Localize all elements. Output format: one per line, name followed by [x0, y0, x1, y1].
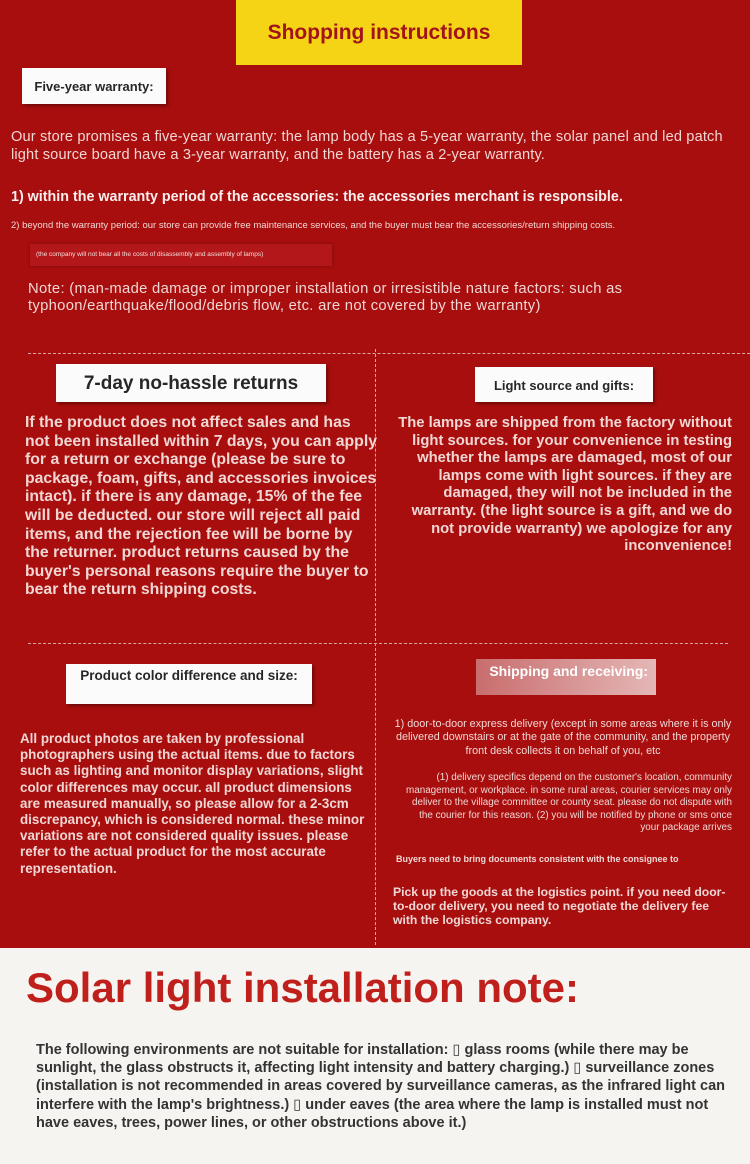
warranty-point-1: 1) within the warranty period of the accessories: the accessories merchant is responsible.	[11, 189, 623, 205]
shipping-text-2: (1) delivery specifics depend on the customer's location, community management, or workplace. in some rural areas, courier services may only deliver to the village committee or county seat. please do not dispute with the courier for this reason. (2) you will be notified by phone or sms once your package arrives	[405, 772, 732, 833]
returns-text: If the product does not affect sales and has not been installed within 7 days, you can apply for a return or exchange (please be sure to package, foam, gifts, and accessories invoices intact). if there is any damage, 15% of the fee will be deducted. our store will reject all paid items, and the rejection fee will be borne by the returner. product returns caused by the buyer's personal reasons require the buyer to bear the return shipping costs.	[25, 414, 377, 599]
divider	[28, 643, 728, 644]
warranty-label: Five-year warranty:	[22, 68, 166, 104]
warranty-note: Note: (man-made damage or improper installation or irresistible nature factors: such as typhoon/earthquake/flood/debris flow, etc. are not covered by the warranty)	[28, 281, 623, 314]
page-title: Shopping instructions	[236, 0, 522, 65]
light-source-text: The lamps are shipped from the factory without light sources. for your convenience in testing whether the lamps are damaged, most of our lamps come with light sources. if they are damaged, they will not be included in the warranty. (the light source is a gift, and we do not provide warranty) we apologize for any inconvenience!	[398, 415, 732, 555]
color-difference-label: Product color difference and size:	[66, 664, 312, 704]
returns-label: 7-day no-hassle returns	[56, 364, 326, 402]
shipping-label: Shipping and receiving:	[476, 659, 656, 695]
installation-title: Solar light installation note:	[26, 964, 580, 1011]
warranty-promise: Our store promises a five-year warranty: the lamp body has a 5-year warranty, the solar panel and led patch light source board have a 3-year warranty, and the battery has a 2-year warranty.	[11, 129, 723, 163]
company-note: (the company will not bear all the costs of disassembly and assembly of lamps)	[36, 251, 264, 258]
color-difference-text: All product photos are taken by professional photographers using the actual items. due to factors such as lighting and monitor display variations, slight color differences may occur. all product dimensions are measured manually, so please allow for a 2-3cm discrepancy, which is considered normal. these minor variations are not considered quality issues. please refer to the actual product for the most accurate representation.	[20, 731, 365, 876]
shipping-documents: Buyers need to bring documents consistent with the consignee to	[396, 854, 679, 864]
company-note-box	[30, 244, 332, 266]
light-source-label: Light source and gifts:	[475, 367, 653, 402]
installation-text: The following environments are not suitable for installation: ▯ glass rooms (while there may be sunlight, the glass obstructs it, affecting light intensity and battery charging.) ▯ surveillance zones (installation is not recommended in areas covered by surveillance cameras, as the infrared light can interfere with the lamp's brightness.) ▯ under eaves (the area where the lamp is installed must not have eaves, trees, power lines, or other obstructions above it.)	[36, 1042, 725, 1131]
shipping-text-1: 1) door-to-door express delivery (except in some areas where it is only delivered downstairs or at the gate of the community, and the property front desk collects it on behalf of you, etc	[394, 718, 732, 757]
warranty-point-2: 2) beyond the warranty period: our store can provide free maintenance services, and the buyer must bear the accessories/return shipping costs.	[11, 220, 616, 231]
shipping-pickup: Pick up the goods at the logistics point. if you need door-to-door delivery, you need to negotiate the delivery fee with the logistics company.	[393, 885, 726, 927]
divider	[28, 353, 750, 354]
